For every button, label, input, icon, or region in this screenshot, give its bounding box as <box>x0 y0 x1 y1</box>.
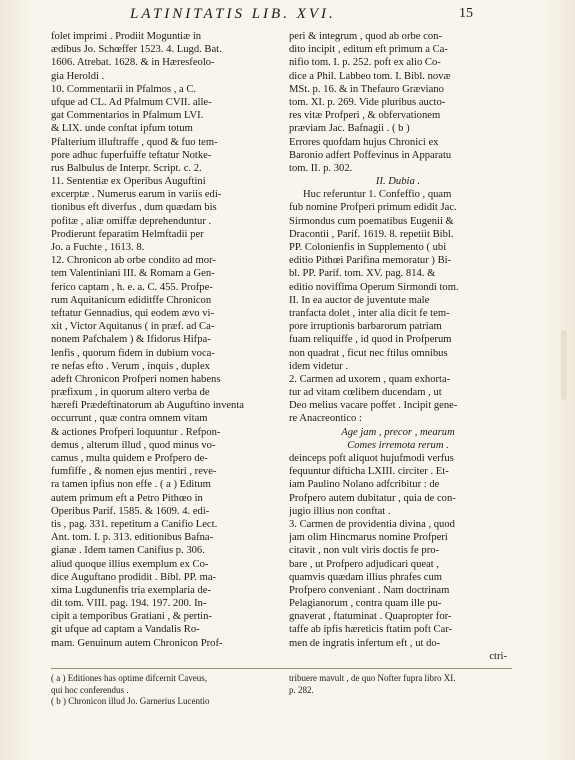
text-line: II. In ea auctor de juventute male <box>289 294 430 306</box>
text-line: re Anacreontico : <box>289 413 362 425</box>
running-title: LATINITATIS LIB. XVI. <box>130 6 336 22</box>
text-line: pore irruptionis barbarorum patriam <box>289 321 442 333</box>
text-line: demus , alterum illud , quod minus vo- <box>51 439 216 451</box>
text-line: Profpero conveniant . Nam doctrinam <box>289 584 450 596</box>
catchword: ctri- <box>489 650 507 662</box>
text-line: gat Commentarios in Pfalmum LVI. <box>51 110 204 122</box>
footnote-line: ( a ) Editiones has optime difcernit Caveus, <box>51 673 207 683</box>
text-line: bl. PP. Parif. tom. XV. pag. 814. & <box>289 268 436 280</box>
text-line: git ufque ad captam a Vandalis Ro- <box>51 624 200 636</box>
text-line: jam olim Hincmarus nomine Profperi <box>289 532 448 544</box>
text-line: non quadrat , ficut nec ftilus omnibus <box>289 347 448 359</box>
text-line: dito incipit , editum eft primum a Ca- <box>289 44 448 56</box>
footnote-line: qui hoc conferendus . <box>51 684 129 695</box>
text-line: gianæ . Idem tamen Canifius p. 306. <box>51 545 205 557</box>
text-line: dice Auguftano prodidit . Bibl. PP. ma- <box>51 571 217 583</box>
text-line: Sirmondus cum poematibus Eugenii & <box>289 215 454 227</box>
text-line: nifio tom. I. p. 252. poft ex alio Co- <box>289 57 441 69</box>
text-line: mam. Genuinum autem Chronicon Prof- <box>51 637 223 649</box>
text-line: Prodierunt feparatim Helmftadii per <box>51 228 204 240</box>
text-line: PP. Colonienfis in Supplemento ( ubi <box>289 242 447 253</box>
text-line: editio Pithœi Parifina memoratur ) Bi- <box>289 255 452 267</box>
text-line: tem Valentiniani III. & Romam a Gen- <box>51 268 215 280</box>
text-line: & actiones Profperi loquuntur . Refpon- <box>51 426 221 438</box>
text-line: fuam reliquiffe , id quod in Profperum <box>289 334 452 346</box>
footnote-divider <box>51 668 512 669</box>
text-line: præfixum , in quorum altero verba de <box>51 387 210 399</box>
text-line: bare , ut Profpero adjudicari queat , <box>289 558 440 570</box>
text-line: hærefi Prædeftinatorum ab Auguftino inventa <box>51 400 245 412</box>
text-line: Huc referuntur 1. Confeffio , quam <box>303 189 452 201</box>
text-line: rum Aquitanicum ediditffe Chronicon <box>51 294 212 306</box>
page-number: 15 <box>459 6 473 21</box>
text-line: gia Heroldi . <box>51 70 105 82</box>
left-column <box>51 30 269 650</box>
text-line: Dracontii , Parif. 1619. 8. repetiit Bibl. <box>289 228 454 240</box>
text-line: fub nomine Profperi primum edidit Jac. <box>289 202 457 214</box>
text-line: 1606. Atrebat. 1628. & in Hæresfeolo- <box>51 57 215 69</box>
text-line: Profpero autem dubitatur , quia de con- <box>289 492 456 504</box>
text-line: & LIX. unde conftat ipfum totum <box>51 123 193 135</box>
text-line: tom. II. p. 302. <box>289 162 353 174</box>
text-line: Age jam , precor , mearum <box>341 426 455 438</box>
text-line: MSt. p. 16. & in Thefauro Græviano <box>289 83 444 95</box>
text-line: II. Dubia . <box>375 176 421 188</box>
running-head <box>0 6 575 26</box>
text-line: autem primum eft a Petro Pithœo in <box>51 492 203 504</box>
text-line: res vitæ Profperi , & obfervationem <box>289 110 441 122</box>
text-line: xit , Victor Aquitanus ( in præf. ad Ca- <box>51 321 215 333</box>
text-line: gnaverat , ftatuminat . Quapropter for- <box>289 611 452 623</box>
text-line: adeft Chronicon Profperi nomen habens <box>51 373 221 385</box>
text-line: 3. Carmen de providentia divina , quod <box>289 518 455 530</box>
paper-stain <box>561 330 567 400</box>
text-line: pore adhuc fuperfuiffe teftatur Notke- <box>51 149 212 161</box>
text-line: ufque ad CL. Ad Pfalmum CVII. alle- <box>51 96 212 108</box>
footnotes-right <box>289 673 511 696</box>
text-line: Comes irremota rerum . <box>347 439 449 451</box>
text-line: occurrunt , quæ contra omnem vitam <box>51 413 208 425</box>
text-line: men de ingratis infertum eft , ut do- <box>289 637 441 649</box>
text-line: iam Paulino Nolano adfcribitur : de <box>289 479 440 491</box>
text-line: 10. Commentarii in Pfalmos , a C. <box>51 83 197 95</box>
text-line: tis , pag. 331. repetitum a Canifio Lect. <box>51 518 218 530</box>
footnotes-left <box>51 673 273 708</box>
footnote-line: ( b ) Chronicon illud Jo. Garnerius Lucentio <box>51 696 210 706</box>
text-line: ra tamen ipfius non effe . ( a ) Editum <box>51 479 211 491</box>
right-column <box>289 30 507 663</box>
text-line: aliud quoque illius exemplum ex Co- <box>51 558 209 570</box>
text-line: 2. Carmen ad uxorem , quam exhorta- <box>289 373 451 385</box>
text-line: rus Balbulus de Interpr. Script. c. 2. <box>51 162 202 174</box>
text-line: Operibus Parif. 1585. & 1609. 4. edi- <box>51 505 210 517</box>
text-line: Deo melius vacare poffet . Incipit gene- <box>289 400 458 412</box>
text-line: deinceps poft aliquot hujufmodi verfus <box>289 453 454 464</box>
text-line: tur ad vitam cœlibem ducendam , ut <box>289 387 442 399</box>
text-line: quamvis quædam illius phrafes cum <box>289 571 442 583</box>
text-line: peri & integrum , quod ab orbe con- <box>289 31 442 42</box>
text-line: ædibus Jo. Schœffer 1523. 4. Lugd. Bat. <box>51 44 222 56</box>
text-line: dit tom. VIII. pag. 194. 197. 200. In- <box>51 598 207 610</box>
text-line: Jo. a Fuchte , 1613. 8. <box>51 242 145 253</box>
text-line: cipit a temporibus Gratiani , & pertin- <box>51 611 212 623</box>
text-line: fequuntur difticha LXIII. circiter . Et- <box>289 466 449 478</box>
text-line: dice a Phil. Labbeo tom. I. Bibl. novæ <box>289 70 451 82</box>
text-line: excerptæ . Numerus earum in variis edi- <box>51 189 222 201</box>
text-line: 11. Sententiæ ex Operibus Auguftini <box>51 176 206 188</box>
text-line: pofitæ , aliæ omiffæ deprehenduntur . <box>51 215 212 227</box>
text-line: jugio illius non conftat . <box>289 505 391 517</box>
text-line: teftatur Gennadius, qui eodem ævo vi- <box>51 307 214 319</box>
text-line: nonem Pafchalem ) & Ifidorus Hifpa- <box>51 334 211 346</box>
text-line: ferico captam , h. e. a. C. 455. Profpe- <box>51 281 213 293</box>
text-line: Pelagianorum , contra quam ille pu- <box>289 598 442 610</box>
text-line: tranfacta dolet , inter alia dicit fe tem- <box>289 307 450 319</box>
text-line: tionibus eft diverfus , dum quædam bis <box>51 202 217 214</box>
text-line: 12. Chronicon ab orbe condito ad mor- <box>51 255 216 267</box>
text-line: lenfis , quorum fidem in dubium voca- <box>51 347 215 359</box>
text-line: re nefas efto . Verum , inquis , duplex <box>51 360 210 372</box>
text-line: Pfalterium illuftraffe , quod & fuo tem- <box>51 136 218 148</box>
text-line: præviam Jac. Bafnagii . ( b ) <box>289 123 410 135</box>
text-line: Errores quofdam hujus Chronici ex <box>289 136 439 148</box>
text-line: xima Lugdunenfis tria exemplaria de- <box>51 584 212 596</box>
text-line: tom. XI. p. 269. Vide pluribus aucto- <box>289 96 446 108</box>
text-line: fumfiffe , & nomen ejus mentiri , reve- <box>51 466 217 478</box>
footnote-line: p. 282. <box>289 684 314 695</box>
footnote-line: tribuere mavult , de quo Nofter fupra libro XI. <box>289 673 456 683</box>
text-line: folet imprimi . Prodiit Moguntiæ in <box>51 31 202 42</box>
text-line: taffe ab ipfis hæreticis ftatim poft Car- <box>289 624 453 636</box>
text-line: camus , multa quidem e Profpero de- <box>51 453 208 464</box>
text-line: Baronio adfert Poffevinus in Apparatu <box>289 149 452 161</box>
text-line: Ant. tom. I. p. 313. editionibus Bafna- <box>51 532 214 544</box>
text-line: citavit , non vult viris doctis fe pro- <box>289 545 440 557</box>
text-line: idem videtur . <box>289 360 349 372</box>
text-line: editio noviffima Operum Sirmondi tom. <box>289 281 459 293</box>
